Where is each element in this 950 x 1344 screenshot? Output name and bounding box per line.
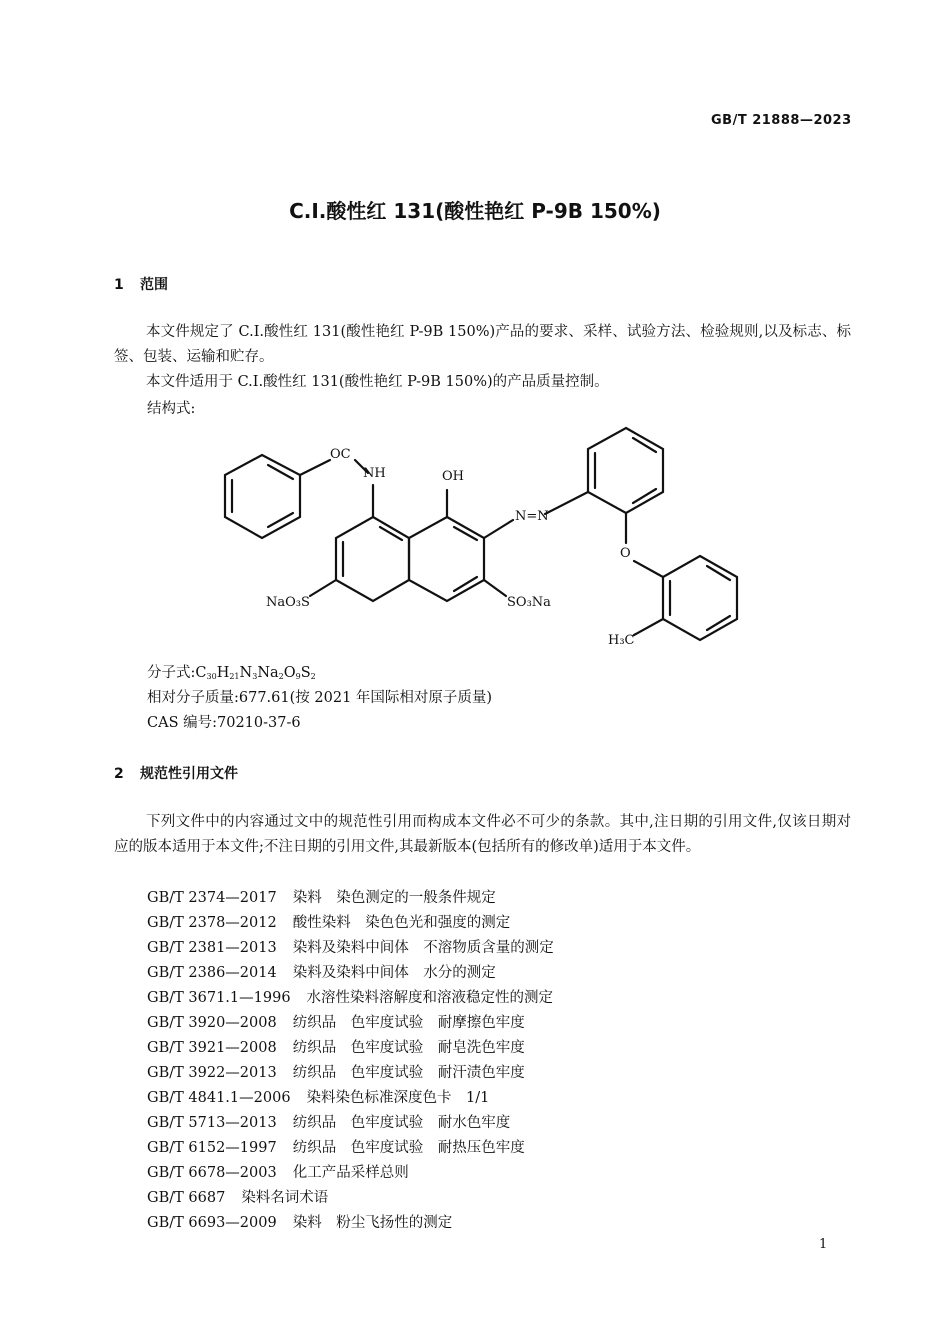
formula-subscript: 30 [206,672,217,681]
reference-title: 水溶性染料溶解度和溶液稳定性的测定 [306,990,554,1006]
structure-label: 结构式: [147,401,196,417]
standard-number: GB/T 21888—2023 [711,113,852,128]
reference-code: GB/T 2386—2014 [147,965,277,981]
reference-code: GB/T 6678—2003 [147,1165,277,1181]
reference-code: GB/T 3922—2013 [147,1065,277,1081]
reference-code: GB/T 2381—2013 [147,940,277,956]
tolyl-ring [663,556,737,640]
naphthalene-right-ring [409,517,484,601]
reference-code: GB/T 6687 [147,1190,226,1206]
section-1-number: 1 [114,277,124,293]
reference-item [147,1111,510,1132]
formula-element: H [216,665,230,681]
formula-element: O [283,665,296,681]
reference-title: 染料及染料中间体 水分的测定 [292,965,496,981]
naphthalene-left-ring [336,517,409,601]
label-h3c: H₃C [608,633,635,648]
label-oh: OH [442,469,464,484]
label-nh: NH [363,466,386,481]
reference-code: GB/T 2378—2012 [147,915,277,931]
reference-item [147,1036,525,1057]
reference-title: 化工产品采样总则 [292,1165,409,1181]
reference-title: 染料名词术语 [241,1190,329,1206]
reference-item [147,1086,489,1107]
reference-title: 纺织品 色牢度试验 耐水色牢度 [292,1115,511,1131]
reference-title: 染料 粉尘飞扬性的测定 [292,1215,453,1231]
formula-subscript: 2 [310,672,316,681]
reference-code: GB/T 6152—1997 [147,1140,277,1156]
reference-item [147,936,554,957]
reference-item [147,1161,409,1182]
reference-item [147,911,510,932]
reference-title: 染料 染色测定的一般条件规定 [292,890,496,906]
section-2-title: 规范性引用文件 [140,766,238,782]
phenoxy-phenyl-ring [588,428,663,513]
reference-item [147,1061,525,1082]
reference-title: 纺织品 色牢度试验 耐皂洗色牢度 [292,1040,525,1056]
formula-element: Na [257,665,279,681]
scope-paragraph-2: 本文件适用于 C.I.酸性红 131(酸性艳红 P-9B 150%)的产品质量控制。 [146,374,609,390]
formula-subscript: 3 [252,672,258,681]
reference-code: GB/T 5713—2013 [147,1115,277,1131]
formula-subscript: 2 [278,672,284,681]
reference-item [147,986,553,1007]
molecular-mass-line: 相对分子质量:677.61(按 2021 年国际相对原子质量) [147,690,493,706]
page-number: 1 [819,1237,828,1252]
document-title: C.I.酸性红 131(酸性艳红 P-9B 150%) [289,199,661,223]
label-nao3s: NaO₃S [266,595,310,610]
formula-subscript: 21 [229,672,240,681]
reference-title: 纺织品 色牢度试验 耐汗渍色牢度 [292,1065,525,1081]
formula-subscript: 9 [295,672,301,681]
reference-item [147,886,496,907]
reference-code: GB/T 3671.1—1996 [147,990,291,1006]
reference-title: 纺织品 色牢度试验 耐摩擦色牢度 [292,1015,525,1031]
reference-title: 染料及染料中间体 不溶物质含量的测定 [292,940,554,956]
scope-paragraph-1: 本文件规定了 C.I.酸性红 131(酸性艳红 P-9B 150%)产品的要求、采样、试验方法、检验规则,以及标志、标签、包装、运输和贮存。 [114,324,851,365]
molecular-formula-line [147,661,316,682]
reference-code: GB/T 2374—2017 [147,890,277,906]
reference-code: GB/T 4841.1—2006 [147,1090,291,1106]
reference-code: GB/T 6693—2009 [147,1215,277,1231]
section-1-heading [114,274,168,294]
formula-element: C [195,665,207,681]
label-oc: OC [330,447,351,462]
formula-label: 分子式: [147,665,196,681]
reference-item [147,1136,525,1157]
reference-title: 纺织品 色牢度试验 耐热压色牢度 [292,1140,525,1156]
section-1-title: 范围 [140,277,168,293]
section-2-number: 2 [114,766,124,782]
reference-item [147,1186,328,1207]
structural-formula-diagram [210,420,770,655]
reference-code: GB/T 3921—2008 [147,1040,277,1056]
reference-title: 酸性染料 染色色光和强度的测定 [292,915,511,931]
reference-item [147,1211,452,1232]
formula-element: N [239,665,253,681]
reference-item [147,961,496,982]
references-intro-paragraph: 下列文件中的内容通过文中的规范性引用而构成本文件必不可少的条款。其中,注日期的引用文件,仅该日期对应的版本适用于本文件;不注日期的引用文件,其最新版本(包括所有的修改单)适用于本文件。 [114,814,851,855]
reference-code: GB/T 3920—2008 [147,1015,277,1031]
label-azo: N=N [515,509,549,524]
reference-title: 染料染色标准深度色卡 1/1 [306,1090,490,1106]
cas-number-line: CAS 编号:70210-37-6 [147,715,301,731]
formula-value [195,665,315,681]
section-2-heading [114,763,238,783]
formula-element: S [300,665,311,681]
label-ether-o: O [620,546,631,561]
label-so3na: SO₃Na [507,595,551,610]
reference-item [147,1011,525,1032]
benzoyl-ring [225,455,300,538]
